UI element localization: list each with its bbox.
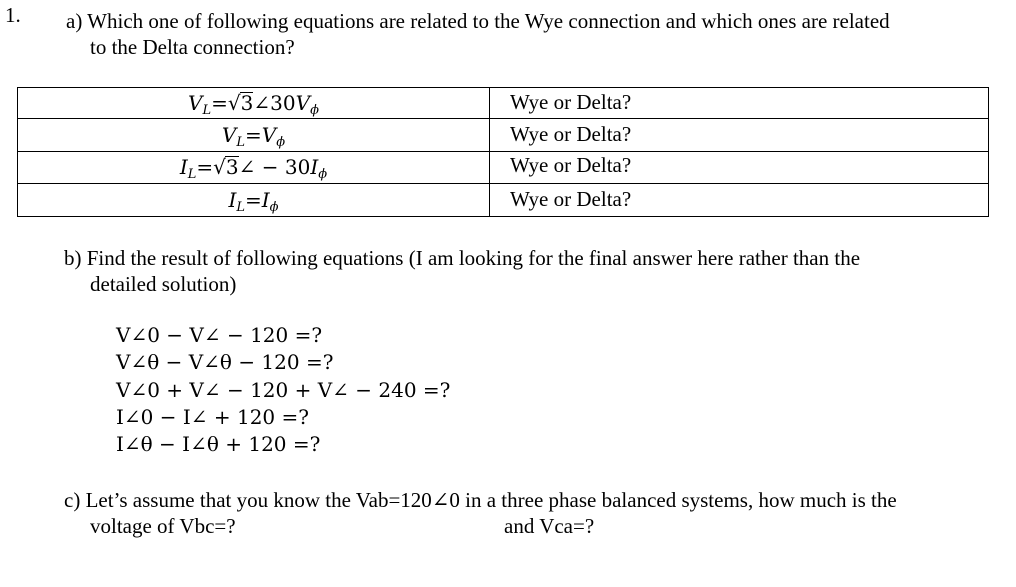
part-b-equation-5: I∠θ − I∠θ + 120 =? xyxy=(116,432,321,456)
table-row-3-answer: Wye or Delta? xyxy=(510,153,632,177)
part-c-text-line2a: voltage of Vbc=? xyxy=(90,514,236,538)
table-row-4-equation: $I_L=I_\phi$ xyxy=(228,188,279,215)
part-c-text-line1: c) Let’s assume that you know the Vab=120∠0 in a three phase balanced systems, how much is the xyxy=(64,488,897,512)
table-row-2-equation: $V_L=V_\phi$ xyxy=(221,123,286,150)
part-c-text-line2b: and Vca=? xyxy=(504,514,595,538)
part-a-text-line1: a) Which one of following equations are related to the Wye connection and which ones are related xyxy=(66,9,890,33)
question-number: 1. xyxy=(5,3,21,27)
table-row-4-answer: Wye or Delta? xyxy=(510,187,632,211)
wye-delta-table xyxy=(17,87,989,217)
part-b-equation-3: V∠0 + V∠ − 120 + V∠ − 240 =? xyxy=(116,378,451,402)
part-b-text-line2: detailed solution) xyxy=(90,272,237,296)
table-row-2-answer: Wye or Delta? xyxy=(510,122,632,146)
part-a-text-line2: to the Delta connection? xyxy=(90,35,295,59)
table-row-1-equation: $V_L=√3\angle 30V_\phi$ xyxy=(188,91,319,118)
part-b-equation-1: V∠0 − V∠ − 120 =? xyxy=(116,323,323,347)
table-column-divider xyxy=(489,88,490,216)
table-row-3-equation: $I_L=√3\angle - 30I_\phi$ xyxy=(179,155,328,182)
table-row-1-answer: Wye or Delta? xyxy=(510,90,632,114)
part-b-text-line1: b) Find the result of following equations (I am looking for the final answer here rather than the xyxy=(64,246,861,270)
part-b-equation-2: V∠θ − V∠θ − 120 =? xyxy=(116,350,334,374)
part-b-equation-4: I∠0 − I∠ + 120 =? xyxy=(116,405,309,429)
